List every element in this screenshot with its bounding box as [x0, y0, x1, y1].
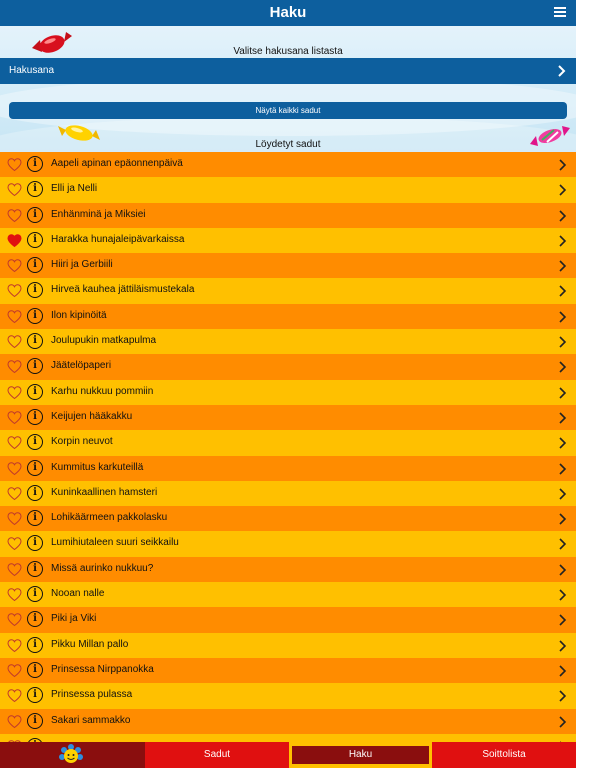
- nav-bar: [0, 0, 576, 26]
- heart-icon[interactable]: [7, 234, 22, 247]
- chevron-right-icon: [559, 513, 567, 525]
- info-icon[interactable]: i: [27, 181, 43, 197]
- heart-icon[interactable]: [7, 360, 22, 373]
- tab-home[interactable]: [0, 742, 145, 768]
- info-icon[interactable]: i: [27, 207, 43, 223]
- info-icon[interactable]: i: [27, 308, 43, 324]
- chevron-right-icon: [559, 665, 567, 677]
- story-row[interactable]: [0, 633, 576, 658]
- info-icon[interactable]: i: [27, 586, 43, 602]
- chevron-right-icon: [559, 311, 567, 323]
- story-title: Lumihiutaleen suuri seikkailu: [51, 537, 179, 549]
- story-title: Sakari sammakko: [51, 714, 131, 726]
- story-title: Hirveä kauhea jättiläismustekala: [51, 284, 195, 296]
- story-row[interactable]: [0, 152, 576, 177]
- story-title: Korpin neuvot: [51, 436, 113, 448]
- tab-sadut[interactable]: [145, 742, 289, 768]
- story-row[interactable]: [0, 683, 576, 708]
- chevron-right-icon: [559, 614, 567, 626]
- story-title: Lohikäärmeen pakkolasku: [51, 512, 168, 524]
- heart-icon[interactable]: [7, 487, 22, 500]
- search-area: [0, 26, 576, 152]
- chevron-right-icon: [559, 538, 567, 550]
- story-title: Joulupukin matkapulma: [51, 335, 157, 347]
- sun-icon: [58, 744, 84, 766]
- story-row[interactable]: [0, 253, 576, 278]
- story-title: Kuninkaallinen hamsteri: [51, 486, 158, 498]
- page-title: Haku: [269, 4, 307, 21]
- choose-keyword-label: Valitse hakusana listasta: [233, 46, 343, 57]
- heart-icon[interactable]: [7, 209, 22, 222]
- chevron-right-icon: [559, 387, 567, 399]
- story-row[interactable]: [0, 354, 576, 379]
- info-icon[interactable]: i: [27, 662, 43, 678]
- info-icon[interactable]: i: [27, 333, 43, 349]
- tab-soittolista-label: Soittolista: [482, 749, 526, 760]
- chevron-right-icon: [559, 210, 567, 222]
- story-title: Kummitus karkuteillä: [51, 461, 144, 473]
- chevron-right-icon: [559, 640, 567, 652]
- stories-list[interactable]: [0, 152, 576, 742]
- story-title: Hiiri ja Gerbiili: [51, 259, 113, 271]
- keyword-selector[interactable]: [0, 58, 576, 84]
- heart-icon[interactable]: [7, 183, 22, 196]
- story-title: Karhu nukkuu pommiin: [51, 385, 154, 397]
- heart-icon[interactable]: [7, 613, 22, 626]
- heart-icon[interactable]: [7, 639, 22, 652]
- pink-candy-icon: [528, 124, 572, 148]
- heart-icon[interactable]: [7, 335, 22, 348]
- story-title: Missä aurinko nukkuu?: [51, 562, 154, 574]
- chevron-right-icon: [559, 716, 567, 728]
- info-icon[interactable]: i: [27, 637, 43, 653]
- story-title: Prinsessa Nirppanokka: [51, 663, 154, 675]
- chevron-right-icon: [559, 184, 567, 196]
- story-row[interactable]: [0, 177, 576, 202]
- chevron-right-icon: [559, 589, 567, 601]
- info-icon[interactable]: i: [27, 232, 43, 248]
- story-title: Keijujen hääkakku: [51, 410, 133, 422]
- info-icon[interactable]: i: [27, 510, 43, 526]
- chevron-right-icon: [559, 463, 567, 475]
- heart-icon[interactable]: [7, 310, 22, 323]
- heart-icon[interactable]: [7, 436, 22, 449]
- story-title: Harakka hunajaleipävarkaissa: [51, 233, 185, 245]
- hamburger-icon[interactable]: [554, 7, 566, 18]
- info-icon[interactable]: i: [27, 485, 43, 501]
- story-row[interactable]: [0, 481, 576, 506]
- story-row[interactable]: [0, 203, 576, 228]
- story-row[interactable]: [0, 304, 576, 329]
- story-row[interactable]: [0, 430, 576, 455]
- info-icon[interactable]: i: [27, 687, 43, 703]
- info-icon[interactable]: i: [27, 434, 43, 450]
- story-title: Ilon kipinöitä: [51, 309, 107, 321]
- info-icon[interactable]: i: [27, 282, 43, 298]
- keyword-label: Hakusana: [9, 65, 55, 76]
- story-row[interactable]: [0, 228, 576, 253]
- chevron-right-icon: [559, 564, 567, 576]
- info-icon[interactable]: i: [27, 535, 43, 551]
- heart-icon[interactable]: [7, 284, 22, 297]
- tab-haku[interactable]: [289, 742, 432, 768]
- tab-bar: [0, 742, 576, 768]
- story-row[interactable]: [0, 405, 576, 430]
- tab-soittolista[interactable]: [432, 742, 576, 768]
- story-row[interactable]: [0, 278, 576, 303]
- tab-sadut-label: Sadut: [203, 749, 231, 760]
- heart-icon[interactable]: [7, 664, 22, 677]
- chevron-right-icon: [559, 437, 567, 449]
- story-row[interactable]: [0, 557, 576, 582]
- heart-icon[interactable]: [7, 689, 22, 702]
- heart-icon[interactable]: [7, 715, 22, 728]
- story-title: Nooan nalle: [51, 588, 105, 600]
- story-row[interactable]: [0, 607, 576, 632]
- chevron-right-icon: [559, 412, 567, 424]
- story-row[interactable]: [0, 456, 576, 481]
- story-title: Piki ja Viki: [51, 613, 97, 625]
- info-icon[interactable]: i: [27, 713, 43, 729]
- info-icon[interactable]: i: [27, 611, 43, 627]
- story-title: Enhänminä ja Miksiei: [51, 208, 146, 220]
- chevron-right-icon: [559, 690, 567, 702]
- heart-icon[interactable]: [7, 563, 22, 576]
- story-title: Elli ja Nelli: [51, 183, 98, 195]
- info-icon[interactable]: i: [27, 561, 43, 577]
- heart-icon[interactable]: [7, 411, 22, 424]
- chevron-right-icon: [559, 235, 567, 247]
- heart-icon[interactable]: [7, 259, 22, 272]
- info-icon[interactable]: i: [27, 460, 43, 476]
- story-title: Prinsessa pulassa: [51, 689, 133, 701]
- story-row[interactable]: [0, 709, 576, 734]
- chevron-right-icon: [559, 260, 567, 272]
- chevron-right-icon: [559, 488, 567, 500]
- story-row[interactable]: [0, 329, 576, 354]
- story-row[interactable]: [0, 531, 576, 556]
- info-icon[interactable]: i: [27, 384, 43, 400]
- info-icon[interactable]: i: [27, 257, 43, 273]
- story-title: Jäätelöpaperi: [51, 360, 112, 372]
- story-row[interactable]: [0, 380, 576, 405]
- heart-icon[interactable]: [7, 462, 22, 475]
- chevron-right-icon: [558, 65, 566, 77]
- story-title: Pikku Millan pallo: [51, 638, 129, 650]
- info-icon[interactable]: i: [27, 358, 43, 374]
- chevron-right-icon: [559, 336, 567, 348]
- story-row[interactable]: [0, 582, 576, 607]
- show-all-stories-button[interactable]: Näytä kaikki sadut: [9, 102, 567, 119]
- heart-icon[interactable]: [7, 512, 22, 525]
- heart-icon[interactable]: [7, 588, 22, 601]
- chevron-right-icon: [559, 361, 567, 373]
- info-icon[interactable]: i: [27, 156, 43, 172]
- info-icon[interactable]: i: [27, 409, 43, 425]
- heart-icon[interactable]: [7, 386, 22, 399]
- story-row[interactable]: [0, 658, 576, 683]
- chevron-right-icon: [559, 285, 567, 297]
- found-stories-label: Löydetyt sadut: [255, 139, 321, 150]
- chevron-right-icon: [559, 159, 567, 171]
- story-row[interactable]: [0, 506, 576, 531]
- tab-haku-label: Haku: [292, 746, 429, 764]
- story-title: Aapeli apinan epäonnenpäivä: [51, 158, 183, 169]
- heart-icon[interactable]: [7, 537, 22, 550]
- heart-icon[interactable]: [7, 158, 22, 171]
